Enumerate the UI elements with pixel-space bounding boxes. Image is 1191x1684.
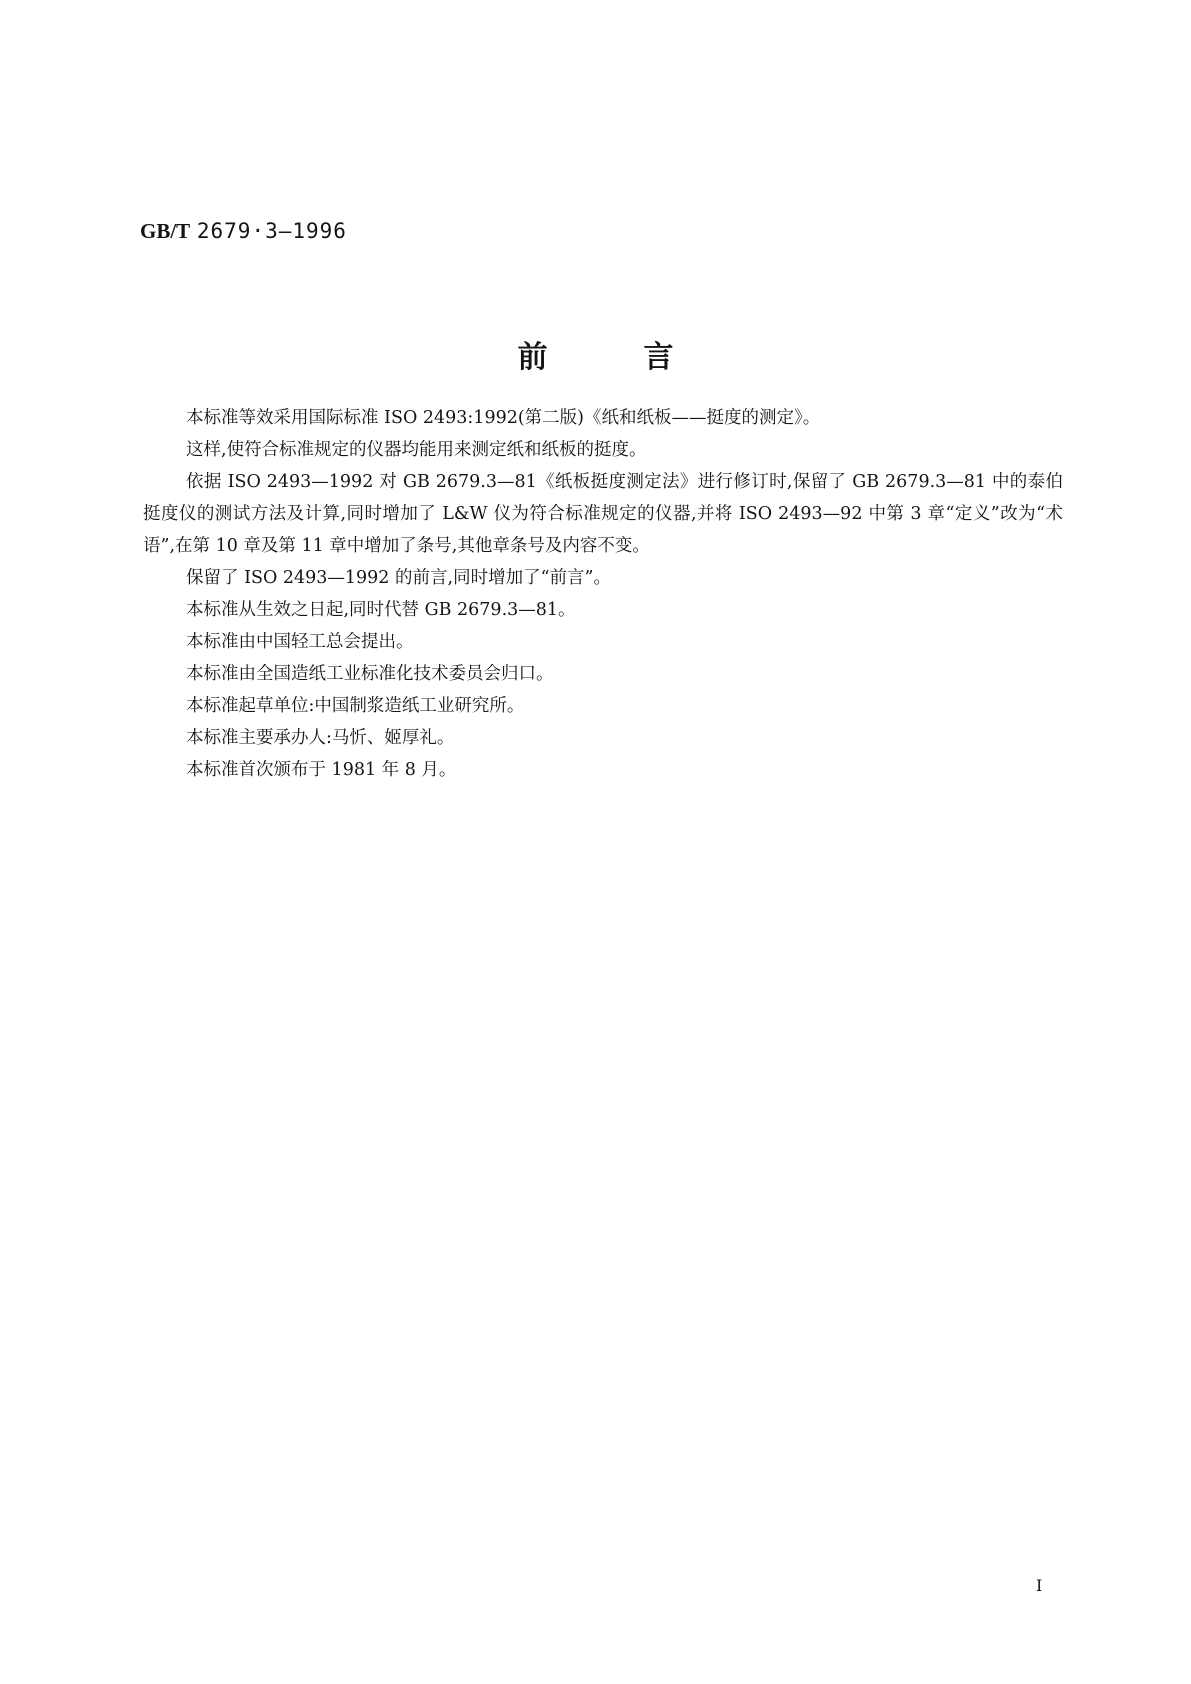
standard-prefix: GB/T	[140, 219, 191, 243]
paragraph-instruments: 这样,使符合标准规定的仪器均能用来测定纸和纸板的挺度。	[186, 440, 647, 460]
standard-number: 2679·3—1996	[196, 219, 347, 243]
foreword-body	[143, 402, 1063, 786]
paragraph-drafting-unit: 本标准起草单位:中国制浆造纸工业研究所。	[186, 696, 525, 716]
title-char-2: 言	[643, 340, 674, 375]
title-char-1: 前	[517, 340, 548, 375]
paragraph-managed-by: 本标准由全国造纸工业标准化技术委员会归口。	[186, 664, 554, 684]
paragraph-drafters: 本标准主要承办人:马忻、姬厚礼。	[186, 728, 455, 748]
page-number: I	[1036, 1576, 1043, 1595]
paragraph-replaces: 本标准从生效之日起,同时代替 GB 2679.3—81。	[186, 600, 576, 620]
standard-code	[140, 218, 347, 244]
paragraph-equivalence: 本标准等效采用国际标准 ISO 2493:1992(第二版)《纸和纸板——挺度的测定》。	[186, 408, 821, 428]
paragraph-first-issued: 本标准首次颁布于 1981 年 8 月。	[186, 760, 457, 780]
paragraph-revision: 依据 ISO 2493—1992 对 GB 2679.3—81《纸板挺度测定法》进行修订时,保留了 GB 2679.3—81 中的泰伯挺度仪的测试方法及计算,同时增加了 L&W 仪为符合标准规定的仪器,并将 ISO 2493—92 中第 3 章“定义”改为“术语”,在第 10 章及第 11 章中增加了条号,其他章条号及内容不变。	[143, 472, 1063, 556]
paragraph-foreword-retained: 保留了 ISO 2493—1992 的前言,同时增加了“前言”。	[186, 568, 611, 588]
paragraph-proposed-by: 本标准由中国轻工总会提出。	[186, 632, 414, 652]
page-title	[0, 338, 1191, 378]
